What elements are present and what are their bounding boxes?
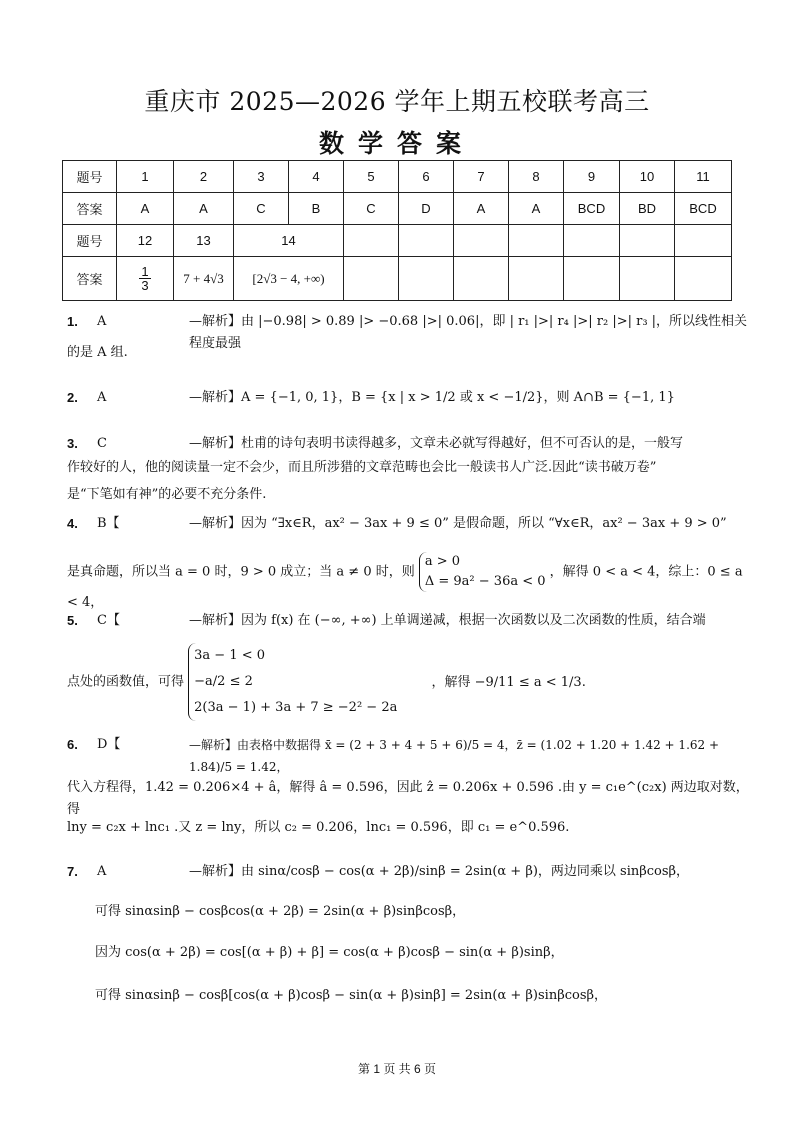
question-number: 12 [117,225,174,257]
item-answer: D【 [97,737,121,752]
question-number: 2 [174,161,234,193]
item-text-continued: 是真命题，所以当 a = 0 时，9 > 0 成立；当 a ≠ 0 时，则 a > 0 Δ = 9a² − 36a < 0 ，解得 0 < a < 4，综上：0 ≤ a < 4， [67,554,743,610]
question-number: 9 [564,161,620,193]
item-text: —解析】因为 “∃x∈R，ax² − 3ax + 9 ≤ 0” 是假命题，所以 “∀x∈R，ax² − 3ax + 9 > 0” [189,516,727,531]
item-text-continued: 可得 sinαsinβ − cosβcos(α + 2β) = 2sin(α + β)sinβcosβ， [95,904,466,919]
case-system: 3a − 1 < 0 −a/2 ≤ 2 2(3a − 1) + 3a + 7 ≥ −2² − 2a [188,643,397,721]
question-number: 5 [344,161,399,193]
question-number: 7 [454,161,509,193]
case-system: a > 0 Δ = 9a² − 36a < 0 [419,552,546,592]
answer-cell: A [509,193,564,225]
question-number: 3 [234,161,289,193]
item-text: —解析】由 |−0.98| > 0.89 |> −0.68 |>| 0.06|，即 | r₁ |>| r₄ |>| r₂ |>| r₃ |，所以线性相关程度最强 [189,314,748,351]
answer-cell: C [234,193,289,225]
question-number: 14 [234,225,344,257]
item-text-continued: 的是 A 组. [67,345,128,360]
row-label: 题号 [63,161,117,193]
question-number: 1 [117,161,174,193]
answer-cell: A [454,193,509,225]
question-number: 10 [620,161,675,193]
item-text: —解析】A = {−1, 0, 1}，B = {x | x > 1/2 或 x < −1/2}，则 A∩B = {−1, 1} [189,390,675,405]
item-number: 2. [67,390,78,405]
item-answer: C【 [97,613,120,628]
answer-cell: BCD [675,193,732,225]
row-label: 答案 [63,257,117,301]
item-text-continued: 代入方程得，1.42 = 0.206×4 + â，解得 â = 0.596，因此 ẑ = 0.206x + 0.596 .由 y = c₁e^(c₂x) 两边取对数，得 [67,780,749,817]
answer-key-table [62,160,732,301]
page-footer: 第 1 页 共 6 页 [357,1062,437,1076]
question-number: 4 [289,161,344,193]
item-text: —解析】因为 f(x) 在 (−∞, +∞) 上单调递减，根据一次函数以及二次函数的性质，结合端 [189,613,706,628]
item-answer: A [97,314,107,329]
answer-cell: BD [620,193,675,225]
answer-cell: D [399,193,454,225]
question-number: 11 [675,161,732,193]
item-text-continued: lny = c₂x + lnc₁ .又 z = lny，所以 c₂ = 0.206，lnc₁ = 0.596，即 c₁ = e^0.596. [67,820,570,835]
item-answer: A [97,864,107,879]
answer-cell: C [344,193,399,225]
table-row [63,225,732,257]
page-title: 重庆市 2025—2026 学年上期五校联考高三 [144,87,650,116]
question-number: 8 [509,161,564,193]
item-text: —解析】由表格中数据得 x̄ = (2 + 3 + 4 + 5 + 6)/5 = 4，z̄ = (1.02 + 1.20 + 1.42 + 1.62 + 1.84)/5 = 1.42， [189,738,720,774]
answer-cell: A [174,193,234,225]
item-number: 4. [67,516,78,531]
item-answer: A [97,390,107,405]
answer-cell: BCD [564,193,620,225]
question-number: 6 [399,161,454,193]
answer-cell: B [289,193,344,225]
item-number: 3. [67,436,78,451]
item-text-continued: 可得 sinαsinβ − cosβ[cos(α + β)cosβ − sin(α + β)sinβ] = 2sin(α + β)sinβcosβ， [95,988,608,1003]
item-number: 6. [67,737,78,752]
question-number: 13 [174,225,234,257]
answer-cell: 7 + 4√3 [174,257,234,301]
item-text-continued: 作较好的人，他的阅读量一定不会少，而且所涉猎的文章范畴也会比一般读书人广泛.因此“读书破万卷” [67,460,657,475]
item-answer: C [97,436,107,451]
item-text-continued: 点处的函数值，可得 3a − 1 < 0 −a/2 ≤ 2 2(3a − 1) + 3a + 7 ≥ −2² − 2a ，解得 −9/11 ≤ a < 1/3. [67,643,754,721]
row-label: 答案 [63,193,117,225]
item-number: 5. [67,613,78,628]
fraction: $\frac{1}{3}$ [141,264,149,293]
table-row [63,161,732,193]
item-text-continued: 是“下笔如有神”的必要不充分条件. [67,487,267,502]
item-text: —解析】由 sinα/cosβ − cos(α + 2β)/sinβ = 2sin(α + β)，两边同乘以 sinβcosβ， [189,864,690,879]
item-answer: B【 [97,516,120,531]
item-number: 1. [67,314,78,329]
item-text: —解析】杜甫的诗句表明书读得越多，文章未必就写得越好，但不可否认的是，一般写 [189,436,684,451]
answer-cell: A [117,193,174,225]
row-label: 题号 [63,225,117,257]
answer-cell: [2√3 − 4, +∞) [234,257,344,301]
item-text-continued: 因为 cos(α + 2β) = cos[(α + β) + β] = cos(α + β)cosβ − sin(α + β)sinβ， [95,945,564,960]
item-number: 7. [67,864,78,879]
answer-cell [117,257,174,301]
page-subtitle: 数学答案 [318,129,475,158]
table-row [63,257,732,301]
table-row [63,193,732,225]
